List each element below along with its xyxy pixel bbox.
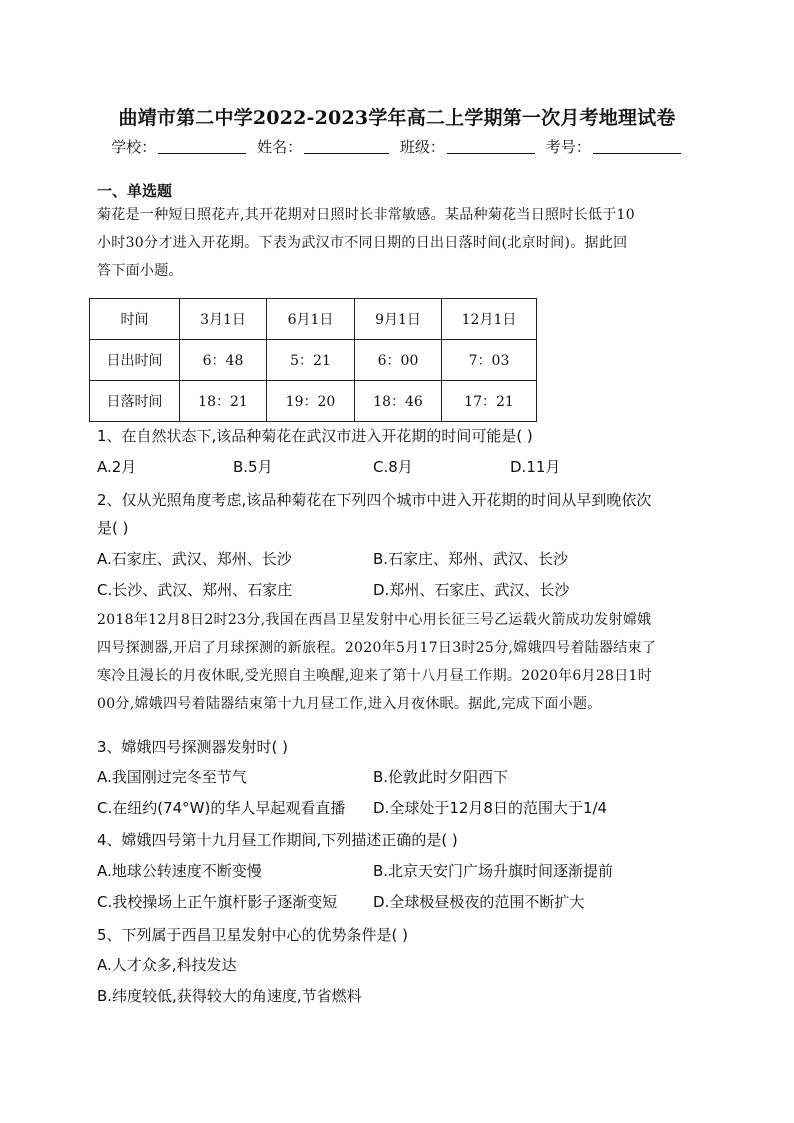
question-2-stem-line: 2、仅从光照角度考虑,该品种菊花在下列四个城市中进入开花期的时间从早到晚依次 — [97, 491, 652, 509]
question-3-stem: 3、嫦娥四号探测器发射时( ) — [97, 738, 289, 756]
table-cell: 日落时间 — [90, 381, 180, 422]
table-header-cell: 时间 — [90, 299, 180, 340]
table-cell: 6：00 — [355, 340, 442, 381]
question-4-option-c: C.我校操场上正午旗杆影子逐渐变短 — [97, 893, 338, 911]
table-cell: 6：48 — [180, 340, 267, 381]
passage-line: 寒冷且漫长的月夜休眠,受光照自主唤醒,迎来了第十八月昼工作期。2020年6月28日1时 — [97, 668, 653, 684]
table-cell: 7：03 — [442, 340, 537, 381]
question-1-option-d: D.11月 — [510, 458, 561, 476]
table-row — [90, 340, 537, 381]
school-blank — [158, 139, 246, 154]
table-row — [90, 381, 537, 422]
table-header-row — [90, 299, 537, 340]
question-2-option-a: A.石家庄、武汉、郑州、长沙 — [97, 550, 292, 568]
school-label: 学校： — [111, 138, 157, 156]
page-title: 曲靖市第二中学2022-2023学年高二上学期第一次月考地理试卷 — [118, 107, 676, 129]
name-label: 姓名： — [257, 138, 303, 156]
passage-line: 小时30分才进入开花期。下表为武汉市不同日期的日出日落时间(北京时间)。据此回 — [97, 235, 628, 251]
sunrise-sunset-table — [89, 298, 537, 422]
question-1-stem: 1、在自然状态下,该品种菊花在武汉市进入开花期的时间可能是( ) — [97, 427, 533, 445]
question-4-stem: 4、嫦娥四号第十九月昼工作期间,下列描述正确的是( ) — [97, 831, 458, 849]
passage-line: 2018年12月8日2时23分,我国在西昌卫星发射中心用长征三号乙运载火箭成功发射嫦娥 — [97, 612, 652, 628]
table-header-cell: 9月1日 — [355, 299, 442, 340]
question-2-stem — [97, 486, 707, 542]
student-info-line — [0, 136, 794, 157]
passage-change4 — [97, 606, 711, 718]
passage-chrysanthemum — [97, 201, 711, 285]
question-5-stem: 5、下列属于西昌卫星发射中心的优势条件是( ) — [97, 926, 409, 944]
question-1-option-b: B.5月 — [233, 458, 273, 476]
question-2-option-c: C.长沙、武汉、郑州、石家庄 — [97, 581, 293, 599]
question-2-stem-line: 是( ) — [97, 519, 129, 537]
question-5-option-a: A.人才众多,科技发达 — [97, 956, 237, 974]
question-2-option-d: D.郑州、石家庄、武汉、长沙 — [373, 581, 570, 599]
table-cell: 5：21 — [267, 340, 355, 381]
question-5-option-b: B.纬度较低,获得较大的角速度,节省燃料 — [97, 987, 362, 1005]
table-header-cell: 12月1日 — [442, 299, 537, 340]
question-2-option-b: B.石家庄、郑州、武汉、长沙 — [373, 550, 569, 568]
passage-line: 00分,嫦娥四号着陆器结束第十九月昼工作,进入月夜休眠。据此,完成下面小题。 — [97, 696, 602, 712]
question-4-option-b: B.北京天安门广场升旗时间逐渐提前 — [373, 862, 614, 880]
question-3-option-d: D.全球处于12月8日的范围大于1/4 — [373, 799, 608, 817]
table-header-cell: 3月1日 — [180, 299, 267, 340]
passage-line: 菊花是一种短日照花卉,其开花期对日照时长非常敏感。某品种菊花当日照时长低于10 — [97, 207, 635, 223]
name-blank — [304, 139, 389, 154]
exam-number-label: 考号： — [545, 138, 591, 156]
passage-line: 四号探测器,开启了月球探测的新旅程。2020年5月17日3时25分,嫦娥四号着陆器结束了 — [97, 640, 657, 656]
question-1-option-a: A.2月 — [97, 458, 137, 476]
question-3-option-b: B.伦敦此时夕阳西下 — [373, 768, 509, 786]
table-cell: 日出时间 — [90, 340, 180, 381]
question-3-option-c: C.在纽约(74°W)的华人早起观看直播 — [97, 799, 346, 817]
exam-number-blank — [593, 139, 681, 154]
class-label: 班级： — [399, 138, 445, 156]
table-header-cell: 6月1日 — [267, 299, 355, 340]
question-4-option-a: A.地球公转速度不断变慢 — [97, 862, 262, 880]
table-cell: 18：21 — [180, 381, 267, 422]
table-cell: 17：21 — [442, 381, 537, 422]
table-cell: 18：46 — [355, 381, 442, 422]
class-blank — [447, 139, 535, 154]
table-cell: 19：20 — [267, 381, 355, 422]
question-1-option-c: C.8月 — [373, 458, 413, 476]
question-4-option-d: D.全球极昼极夜的范围不断扩大 — [373, 893, 585, 911]
section-heading: 一、单选题 — [97, 182, 173, 200]
question-3-option-a: A.我国刚过完冬至节气 — [97, 768, 247, 786]
passage-line: 答下面小题。 — [97, 263, 183, 279]
